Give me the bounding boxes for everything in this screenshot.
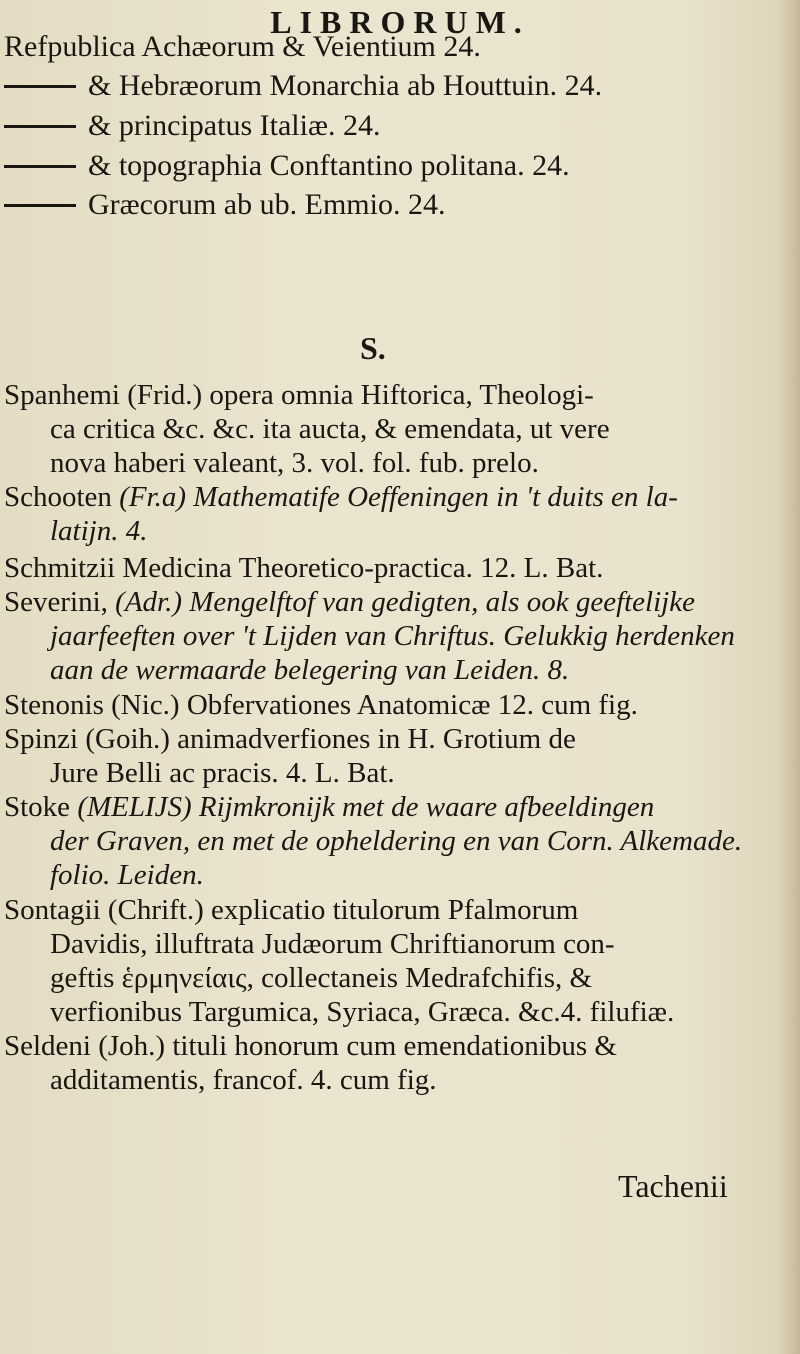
entry-line: Stenonis (Nic.) Obfervationes Anatomicæ 12. cum fig. — [4, 689, 638, 721]
entry-spanhemi — [4, 378, 784, 480]
entry-schmitzii — [4, 551, 784, 585]
entry-line: Sontagii (Chrift.) explicatio titulorum Pfalmorum — [4, 894, 579, 926]
ditto-dash — [4, 165, 76, 168]
entry-line: additamentis, francof. 4. cum fig. — [50, 1064, 437, 1096]
entry-line: nova haberi valeant, 3. vol. fol. fub. prelo. — [50, 447, 539, 479]
ditto-dash — [4, 125, 76, 128]
entry-line — [4, 585, 784, 619]
entry-line: verfionibus Targumica, Syriaca, Græca. &c.4. filufiæ. — [50, 996, 675, 1028]
entry-line: aan de wermaarde belegering van Leiden. 8. — [50, 654, 570, 686]
entry-line: Jure Belli ac pracis. 4. L. Bat. — [50, 757, 395, 789]
top-block-line — [4, 149, 570, 183]
entry-sontagii — [4, 893, 784, 1029]
top-block-text: Refpublica Achæorum & Veientium 24. — [4, 30, 481, 63]
top-block-line — [4, 69, 602, 103]
top-block-text: & principatus Italiæ. 24. — [88, 109, 381, 142]
top-block-text: Græcorum ab ub. Emmio. 24. — [88, 188, 446, 221]
entry-title: (MELIJS) Rijmkronijk met de waare afbeeldingen — [77, 791, 655, 823]
running-header: LIBRORUM. — [270, 4, 530, 40]
entry-line: ca critica &c. &c. ita aucta, & emendata, ut vere — [50, 413, 610, 445]
top-block-line — [4, 30, 481, 64]
entry-title: (Adr.) Mengelftof van gedigten, als ook geeftelijke — [115, 586, 695, 618]
entry-line: latijn. 4. — [50, 515, 148, 547]
top-block-text: & topographia Conftantino politana. 24. — [88, 149, 570, 182]
entry-stenonis — [4, 688, 784, 722]
entry-line: Seldeni (Joh.) tituli honorum cum emendationibus & — [4, 1030, 617, 1062]
entry-stoke — [4, 790, 784, 892]
entry-line: Schmitzii Medicina Theoretico-practica. 12. L. Bat. — [4, 552, 604, 584]
top-block-line — [4, 188, 445, 222]
entry-seldeni — [4, 1029, 784, 1097]
ditto-dash — [4, 204, 76, 207]
entry-schooten — [4, 480, 784, 548]
top-block-line — [4, 109, 380, 143]
entry-line — [4, 790, 784, 824]
top-block-text: & Hebræorum Monarchia ab Houttuin. 24. — [88, 69, 603, 102]
entry-title: (Fr.a) Mathematife Oeffeningen in 't duits en la- — [119, 481, 678, 513]
entry-line: geftis ἑρμηνείαις, collectaneis Medrafchifis, & — [50, 962, 593, 994]
entry-line: jaarfeeften over 't Lijden van Chriftus. Gelukkig herdenken — [50, 620, 735, 652]
catchword: Tachenii — [618, 1168, 728, 1204]
entry-line: Davidis, illuftrata Judæorum Chriftianorum con- — [50, 928, 615, 960]
entry-line: Spinzi (Goih.) animadverfiones in H. Grotium de — [4, 723, 576, 755]
entry-line — [4, 480, 784, 514]
entry-line: der Graven, en met de opheldering en van Corn. Alkemade. — [50, 825, 743, 857]
entry-spinzi — [4, 722, 784, 790]
entry-line: Spanhemi (Frid.) opera omnia Hiftorica, Theologi- — [4, 379, 594, 411]
entry-author: Severini, — [4, 586, 116, 618]
entry-severini — [4, 585, 784, 687]
entry-author: Schooten — [4, 481, 120, 513]
section-letter: S. — [360, 330, 386, 366]
entry-author: Stoke — [4, 791, 78, 823]
entry-line: folio. Leiden. — [50, 859, 204, 891]
ditto-dash — [4, 85, 76, 88]
